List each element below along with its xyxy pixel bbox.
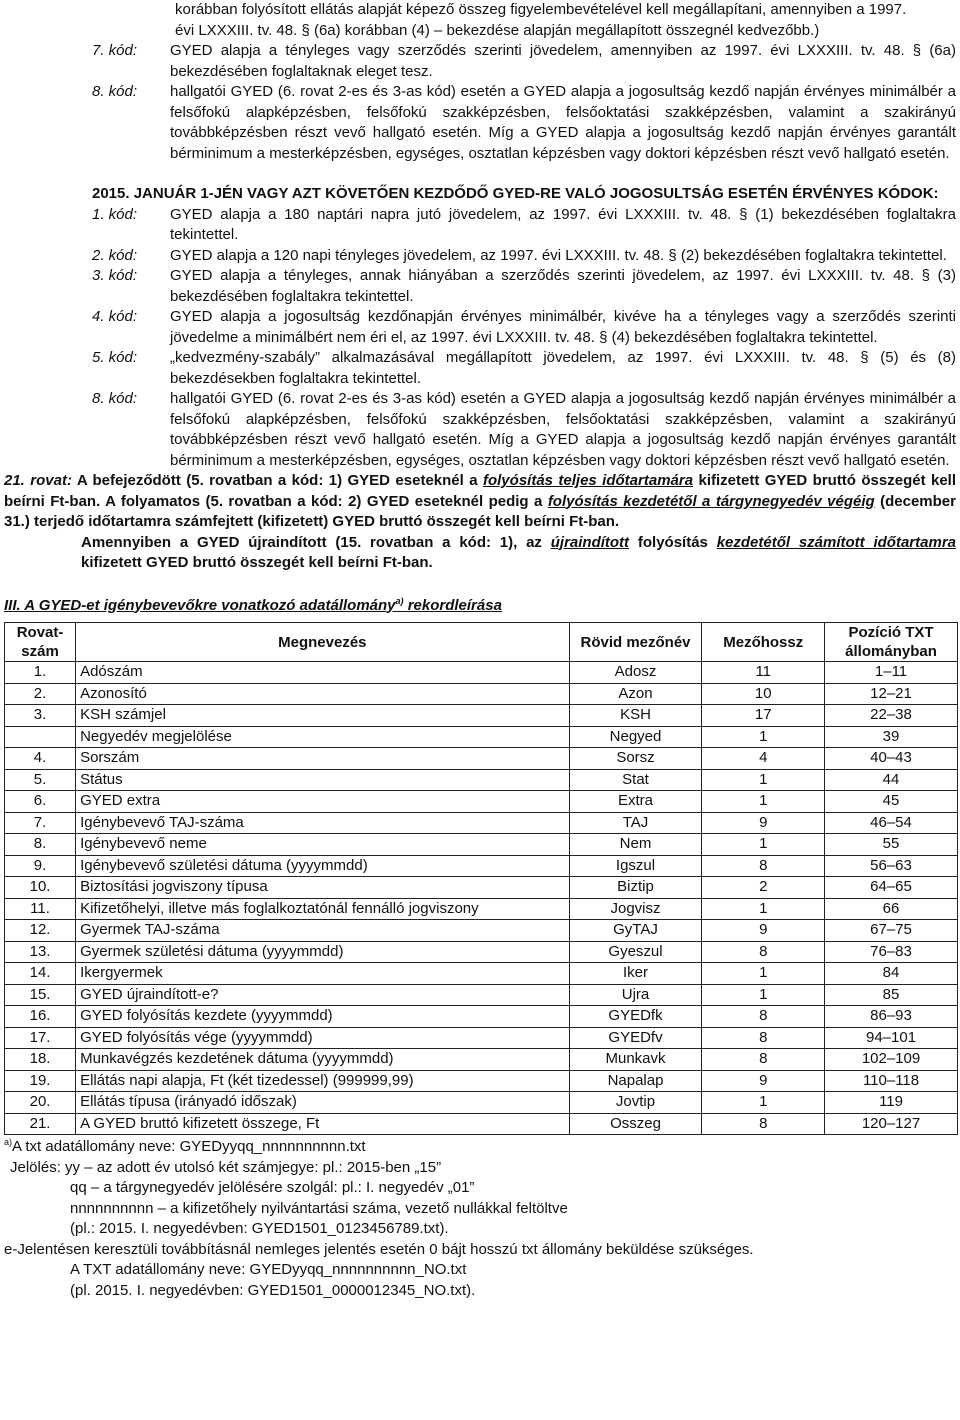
code-row <box>0 389 960 471</box>
table-row <box>5 920 958 942</box>
intro-line: korábban folyósított ellátás alapját képező összeg figyelembevételével kell megállapítani, amennyiben a 1997. <box>175 1 907 18</box>
table-body <box>5 662 958 1135</box>
cell-length: 8 <box>702 1006 825 1028</box>
footnote-text: A txt adatállomány neve: GYEDyyqq_nnnnnnnnnn.txt <box>12 1138 366 1155</box>
cell-rovat: 18. <box>5 1049 76 1071</box>
footnote-text: nnnnnnnnnn – a kifizetőhely nyilvántartási száma, vezető nullákkal feltöltve <box>70 1199 568 1217</box>
cell-name: GYED újraindított-e? <box>76 984 569 1006</box>
cell-name: Ellátás napi alapja, Ft (két tizedessel) (999999,99) <box>76 1070 569 1092</box>
cell-rovat: 15. <box>5 984 76 1006</box>
cell-position: 40–43 <box>825 748 958 770</box>
cell-position: 86–93 <box>825 1006 958 1028</box>
code-text: GYED alapja a 180 naptári napra jutó jövedelem, az 1997. évi LXXXIII. tv. 48. § (1) bekezdésében foglaltakra tekintettel. <box>170 205 956 243</box>
cell-rovat: 21. <box>5 1113 76 1135</box>
cell-name: Sorszám <box>76 748 569 770</box>
cell-length: 17 <box>702 705 825 727</box>
cell-position: 94–101 <box>825 1027 958 1049</box>
cell-field: TAJ <box>569 812 702 834</box>
cell-name: Gyermek születési dátuma (yyyymmdd) <box>76 941 569 963</box>
rovat21-underlined: kezdetétől számított időtartamra <box>716 533 956 551</box>
table-row <box>5 984 958 1006</box>
cell-length: 4 <box>702 748 825 770</box>
cell-position: 12–21 <box>825 683 958 705</box>
footnote-text: A TXT adatállomány neve: GYEDyyqq_nnnnnnnnnn_NO.txt <box>70 1261 467 1278</box>
cell-rovat: 5. <box>5 769 76 791</box>
table-row <box>5 748 958 770</box>
cell-length: 8 <box>702 855 825 877</box>
footnote-text: qq – a tárgynegyedév jelölésére szolgál: pl.: I. negyedév „01” <box>70 1179 475 1196</box>
rovat21-paragraph-2 <box>0 533 960 574</box>
table-row <box>5 963 958 985</box>
cell-name: Gyermek TAJ-száma <box>76 920 569 942</box>
cell-field: Napalap <box>569 1070 702 1092</box>
cell-name: Azonosító <box>76 683 569 705</box>
cell-name: Kifizetőhelyi, illetve más foglalkoztatónál fennálló jogviszony <box>76 898 569 920</box>
table-row <box>5 1113 958 1135</box>
cell-length: 1 <box>702 963 825 985</box>
table-row <box>5 769 958 791</box>
cell-name: Igénybevevő születési dátuma (yyyymmdd) <box>76 855 569 877</box>
table-row <box>5 791 958 813</box>
cell-name: Ikergyermek <box>76 963 569 985</box>
cell-length: 1 <box>702 769 825 791</box>
cell-length: 9 <box>702 1070 825 1092</box>
cell-rovat: 2. <box>5 683 76 705</box>
cell-rovat: 16. <box>5 1006 76 1028</box>
footnote-text: (pl. 2015. I. negyedévben: GYED1501_0000012345_NO.txt). <box>70 1281 476 1299</box>
table-row <box>5 1027 958 1049</box>
cell-name: GYED folyósítás kezdete (yyyymmdd) <box>76 1006 569 1028</box>
cell-field: Jogvisz <box>569 898 702 920</box>
header-rovat: Rovat-szám <box>5 623 76 662</box>
cell-length: 1 <box>702 834 825 856</box>
cell-length: 2 <box>702 877 825 899</box>
code-text: GYED alapja a 120 napi tényleges jövedelem, az 1997. évi LXXXIII. tv. 48. § (2) bekezdésében foglaltakra tekintettel. <box>170 246 947 264</box>
code-text: hallgatói GYED (6. rovat 2-es és 3-as kód) esetén a GYED alapja a jogosultság kezdő napján érvényes minimálbér a felsőfokú alapképzésben, felsőfokú szakképzésben, felsőoktatási szakképzésben, valamint a szakirányú továbbképzésben részt vevő hallgató esetén. Míg a GYED alapja a jogosultság kezdő napján érvényes garantált bérminimum a mesterképzésben, egységes, osztatlan képzésben vagy doktori képzésben részt vevő hallgató esetén. <box>170 390 956 469</box>
cell-rovat: 7. <box>5 812 76 834</box>
cell-field: Biztip <box>569 877 702 899</box>
rovat21-text: (december 31.) terjedő időtartamra számfejtett (kifizetett) GYED bruttó összegét kell beírni Ft-ban. <box>4 492 956 530</box>
cell-name: Adószám <box>76 662 569 684</box>
code-label: 1. kód: <box>92 205 138 223</box>
cell-length: 8 <box>702 1113 825 1135</box>
cell-length: 8 <box>702 1027 825 1049</box>
section-heading-2015: 2015. JANUÁR 1-JÉN VAGY AZT KÖVETŐEN KEZDŐDŐ GYED-RE VALÓ JOGOSULTSÁG ESETÉN ÉRVÉNYES KÓDOK: <box>92 185 939 202</box>
cell-position: 44 <box>825 769 958 791</box>
cell-rovat: 17. <box>5 1027 76 1049</box>
cell-name: Ellátás típusa (irányadó időszak) <box>76 1092 569 1114</box>
footnote-marker: a) <box>4 1137 13 1147</box>
cell-field: Osszeg <box>569 1113 702 1135</box>
cell-rovat: 13. <box>5 941 76 963</box>
cell-field: Nem <box>569 834 702 856</box>
footnote-text: Jelölés: yy – az adott év utolsó két számjegye: pl.: 2015-ben „15” <box>10 1158 442 1176</box>
rovat21-text: kifizetett GYED bruttó összegét kell beírni Ft-ban. <box>81 554 433 571</box>
cell-position: 64–65 <box>825 877 958 899</box>
cell-rovat: 4. <box>5 748 76 770</box>
cell-rovat: 10. <box>5 877 76 899</box>
cell-position: 39 <box>825 726 958 748</box>
table-row <box>5 1070 958 1092</box>
cell-length: 8 <box>702 941 825 963</box>
cell-length: 1 <box>702 898 825 920</box>
rovat21-underlined: folyósítás teljes időtartamára <box>482 472 694 489</box>
cell-position: 119 <box>825 1092 958 1114</box>
code-row <box>0 348 960 389</box>
cell-position: 110–118 <box>825 1070 958 1092</box>
table-row <box>5 1049 958 1071</box>
cell-rovat: 20. <box>5 1092 76 1114</box>
cell-field: GyTAJ <box>569 920 702 942</box>
cell-name: Igénybevevő neme <box>76 834 569 856</box>
footnotes <box>0 1137 960 1301</box>
code-label: 8. kód: <box>92 83 138 100</box>
cell-field: Ujra <box>569 984 702 1006</box>
footnote-line <box>0 1137 960 1158</box>
cell-field: KSH <box>569 705 702 727</box>
table-row <box>5 705 958 727</box>
code-text: GYED alapja a tényleges vagy szerződés szerinti jövedelem, amennyiben az 1997. évi LXXXIII. tv. 48. § (6a) bekezdésében foglaltaknak eleget tesz. <box>170 42 956 80</box>
code-label: 8. kód: <box>92 390 138 407</box>
cell-name: Státus <box>76 769 569 791</box>
cell-rovat: 8. <box>5 834 76 856</box>
cell-name: Igénybevevő TAJ-száma <box>76 812 569 834</box>
cell-length: 9 <box>702 920 825 942</box>
code-label: 7. kód: <box>92 42 138 59</box>
section3-title-text: rekordleírása <box>403 596 502 614</box>
table-row <box>5 941 958 963</box>
section3-title <box>0 596 960 617</box>
cell-field: Azon <box>569 683 702 705</box>
intro-line: évi LXXXIII. tv. 48. § (6a) korábban (4) – bekezdése alapján megállapított összegnél kedvezőbb.) <box>175 21 820 39</box>
cell-name: GYED extra <box>76 791 569 813</box>
code-row <box>0 205 960 246</box>
table-row <box>5 726 958 748</box>
table-row <box>5 898 958 920</box>
code-row <box>0 82 960 164</box>
cell-length: 1 <box>702 1092 825 1114</box>
cell-position: 120–127 <box>825 1113 958 1135</box>
cell-rovat: 11. <box>5 898 76 920</box>
cell-rovat: 14. <box>5 963 76 985</box>
code-row <box>0 41 960 82</box>
code-text: GYED alapja a jogosultság kezdőnapján érvényes minimálbér, kivéve ha a tényleges vagy a szerződés szerinti jövedelme a minimálbért nem éri el, az 1997. évi LXXXIII. tv. 48. § (4) bekezdésében foglaltakra tekintettel. <box>170 308 956 346</box>
cell-field: Sorsz <box>569 748 702 770</box>
cell-rovat: 9. <box>5 855 76 877</box>
table-row <box>5 834 958 856</box>
codes-2015-list <box>0 205 960 472</box>
cell-field: Extra <box>569 791 702 813</box>
cell-rovat: 19. <box>5 1070 76 1092</box>
cell-length: 1 <box>702 726 825 748</box>
code-text: „kedvezmény-szabály” alkalmazásával megállapított jövedelem, az 1997. évi LXXXIII. tv. 48. § (5) és (8) bekezdésekben foglaltakra tekintettel. <box>170 349 956 387</box>
code-label: 4. kód: <box>92 308 138 325</box>
table-row <box>5 812 958 834</box>
cell-length: 10 <box>702 683 825 705</box>
header-field: Rövid mezőnév <box>569 623 702 662</box>
cell-name: Negyedév megjelölése <box>76 726 569 748</box>
cell-field: Stat <box>569 769 702 791</box>
code-row <box>0 307 960 348</box>
rovat21-paragraph <box>0 471 960 533</box>
rovat21-text: Amennyiben a GYED újraindított (15. rovatban a kód: 1), az <box>81 533 551 551</box>
cell-position: 102–109 <box>825 1049 958 1071</box>
header-position: Pozíció TXT állományban <box>825 623 958 662</box>
cell-length: 9 <box>702 812 825 834</box>
cell-name: KSH számjel <box>76 705 569 727</box>
cell-position: 1–11 <box>825 662 958 684</box>
cell-field: GYEDfv <box>569 1027 702 1049</box>
cell-field: Iker <box>569 963 702 985</box>
table-header-row <box>5 623 958 662</box>
cell-length: 11 <box>702 662 825 684</box>
cell-position: 46–54 <box>825 812 958 834</box>
code-text: hallgatói GYED (6. rovat 2-es és 3-as kód) esetén a GYED alapja a jogosultság kezdő napján érvényes minimálbér a felsőfokú alapképzésben, felsőfokú szakképzésben, felsőoktatási szakképzésben, valamint a szakirányú továbbképzésben részt vevő hallgató esetén. Míg a GYED alapja a jogosultság kezdő napján érvényes garantált bérminimum a mesterképzésben, egységes, osztatlan képzésben vagy doktori képzésben részt vevő hallgató esetén. <box>170 83 956 162</box>
header-length: Mezőhossz <box>702 623 825 662</box>
cell-position: 76–83 <box>825 941 958 963</box>
rovat21-text: A befejeződött (5. rovatban a kód: 1) GYED eseteknél a <box>76 472 483 489</box>
cell-field: Gyeszul <box>569 941 702 963</box>
code-row <box>0 246 960 267</box>
footnote-text: (pl.: 2015. I. negyedévben: GYED1501_0123456789.txt). <box>70 1220 449 1237</box>
table-row <box>5 1006 958 1028</box>
record-layout-table <box>4 622 958 1135</box>
cell-position: 56–63 <box>825 855 958 877</box>
table-row <box>5 662 958 684</box>
header-name: Megnevezés <box>76 623 569 662</box>
cell-position: 66 <box>825 898 958 920</box>
rovat21-underlined: folyósítás kezdetétől a tárgynegyedév végéig <box>547 492 875 510</box>
footnote-text: e-Jelentésen keresztüli továbbításnál nemleges jelentés esetén 0 bájt hosszú txt állomány beküldése szükséges. <box>4 1240 754 1258</box>
cell-rovat: 12. <box>5 920 76 942</box>
rovat21-label: 21. rovat: <box>4 472 72 489</box>
cell-name: GYED folyósítás vége (yyyymmdd) <box>76 1027 569 1049</box>
table-row <box>5 683 958 705</box>
cell-position: 22–38 <box>825 705 958 727</box>
cell-length: 1 <box>702 984 825 1006</box>
cell-name: Biztosítási jogviszony típusa <box>76 877 569 899</box>
footnote-marker: a) <box>395 595 404 606</box>
code-text: GYED alapja a tényleges, annak hiányában a szerződés szerinti jövedelem, az 1997. évi LXXXIII. tv. 48. § (3) bekezdésében foglaltakra tekintettel. <box>170 267 956 305</box>
code-row <box>0 266 960 307</box>
cell-field: Munkavk <box>569 1049 702 1071</box>
cell-position: 55 <box>825 834 958 856</box>
code-label: 5. kód: <box>92 349 138 366</box>
code-label: 2. kód: <box>92 246 138 264</box>
table-row <box>5 1092 958 1114</box>
cell-field: Adosz <box>569 662 702 684</box>
cell-name: A GYED bruttó kifizetett összege, Ft <box>76 1113 569 1135</box>
cell-position: 45 <box>825 791 958 813</box>
cell-name: Munkavégzés kezdetének dátuma (yyyymmdd) <box>76 1049 569 1071</box>
cell-rovat: 6. <box>5 791 76 813</box>
table-row <box>5 855 958 877</box>
intro-continuation <box>0 0 960 41</box>
table-row <box>5 877 958 899</box>
cell-position: 85 <box>825 984 958 1006</box>
cell-rovat <box>5 726 76 748</box>
cell-position: 67–75 <box>825 920 958 942</box>
rovat21-text: folyósítás <box>629 533 717 551</box>
cell-length: 1 <box>702 791 825 813</box>
cell-field: Jovtip <box>569 1092 702 1114</box>
cell-rovat: 1. <box>5 662 76 684</box>
cell-field: Igszul <box>569 855 702 877</box>
rovat21-underlined: újraindított <box>550 533 630 551</box>
cell-rovat: 3. <box>5 705 76 727</box>
cell-length: 8 <box>702 1049 825 1071</box>
section3-title-text: III. A GYED-et igénybevevőkre vonatkozó adatállomány <box>4 596 396 614</box>
cell-position: 84 <box>825 963 958 985</box>
cell-field: Negyed <box>569 726 702 748</box>
cell-field: GYEDfk <box>569 1006 702 1028</box>
code-label: 3. kód: <box>92 267 138 284</box>
rovat21-text: kifizetett GYED bruttó összegét kell beírni Ft-ban. A folyamatos (5. rovatban a kód: 2) GYED eseteknél pedig a <box>4 472 957 510</box>
